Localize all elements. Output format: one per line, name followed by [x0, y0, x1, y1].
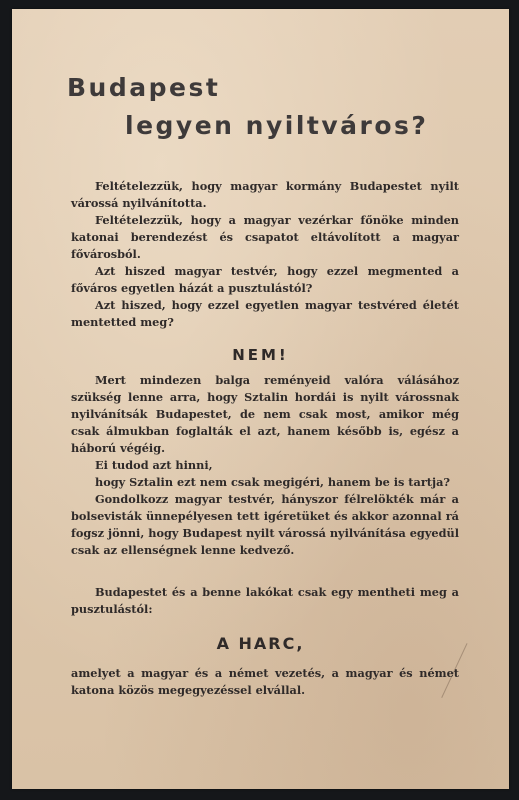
title-line-1: Budapest: [67, 73, 221, 102]
paragraph: Budapestet és a benne lakókat csak egy mentheti meg a pusztulástól:: [71, 585, 459, 616]
paragraph: Ei tudod azt hinni,: [95, 458, 213, 472]
leaflet-page: [12, 9, 509, 789]
paragraph: hogy Sztalin ezt nem csak megigéri, hanem be is tartja?: [95, 475, 451, 489]
answer-no-heading: NEM!: [232, 346, 289, 364]
final-paragraph: [71, 665, 459, 699]
rescue-paragraph: [71, 584, 459, 618]
paragraph: Mert mindezen balga reményeid valóra válásához szükség lenne arra, hogy Sztalin hordái is nyilt várossnak nyilvánítsák Budapestet, de nem csak most, amikor még csak álmukban foglalták el azt, hanem később is, egész a háború végéig.: [71, 373, 459, 455]
intro-paragraphs: [71, 178, 459, 331]
paragraph: Gondolkozz magyar testvér, hányszor félrelökték már a bolsevisták ünnepélyesen tett igéretüket és akkor azonnal rá fogsz jönni, hogy Budapest nyilt várossá nyilvánítása egyedül csak az ellenségnek lenne kedvező.: [71, 492, 459, 557]
answer-fight-heading: A HARC,: [216, 634, 305, 653]
paragraph: Feltételezzük, hogy a magyar vezérkar főnöke minden katonai berendezést és csapatot eltávolított a magyar fővárosból.: [71, 213, 459, 261]
paragraph: amelyet a magyar és a német vezetés, a magyar és német katona közös megegyezéssel elvállal.: [71, 666, 459, 697]
main-paragraphs: [71, 372, 459, 559]
paragraph: Feltételezzük, hogy magyar kormány Budapestet nyilt várossá nyilvánította.: [71, 179, 459, 210]
paragraph: Azt hiszed, hogy ezzel egyetlen magyar testvéred életét mentetted meg?: [71, 298, 459, 329]
title-line-2: legyen nyiltváros?: [125, 111, 429, 140]
paragraph: Azt hiszed magyar testvér, hogy ezzel megmented a főváros egyetlen házát a pusztulástól?: [71, 264, 459, 295]
